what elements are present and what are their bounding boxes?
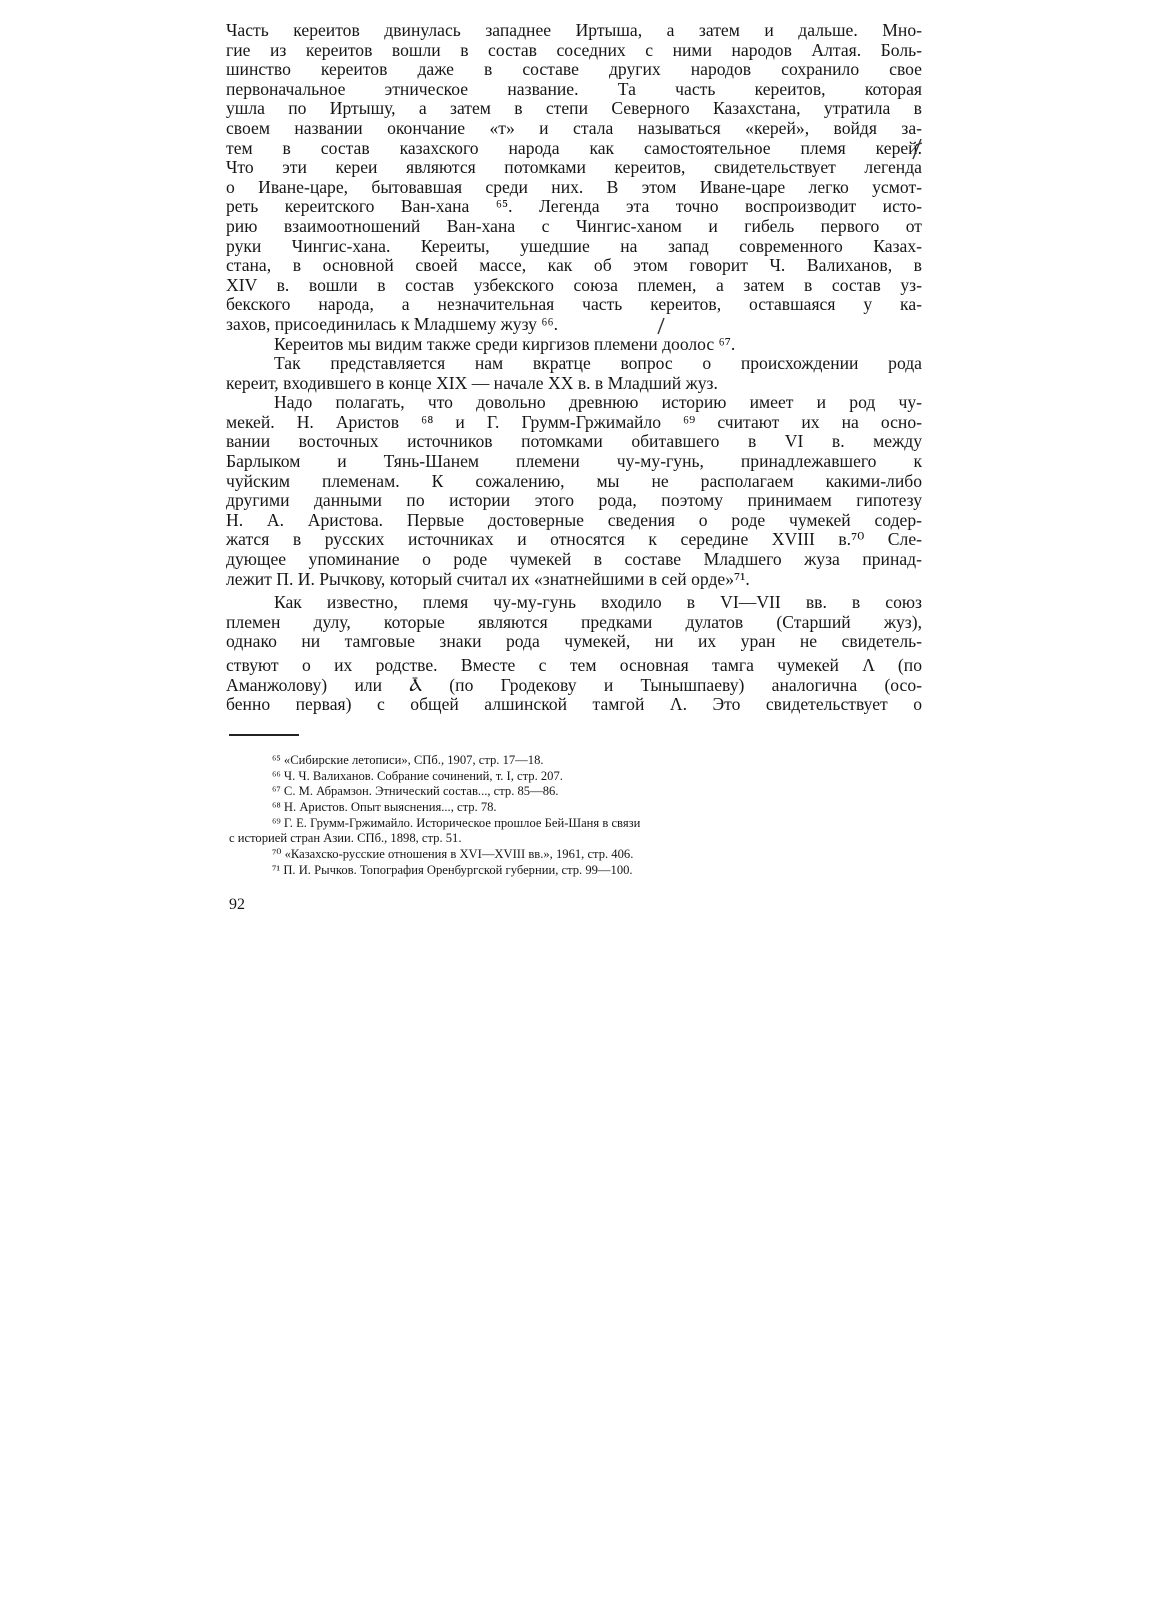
paragraph-first-line: Кереитов мы видим также среди киргизов племени доолос ⁶⁷. <box>274 333 736 354</box>
page-number: 92 <box>229 896 245 913</box>
footnote-continuation: с историей стран Азии. СПб., 1898, стр. 51. <box>229 831 462 846</box>
text-line: руки Чингис-хана. Кереиты, ушедшие на запад современного Казах- <box>226 235 922 256</box>
text-line: реть кереитского Ван-хана ⁶⁵. Легенда эта точно воспроизводит исто- <box>226 196 922 217</box>
footnote: ⁶⁷ С. М. Абрамзон. Этнический состав..., стр. 85—86. <box>272 784 559 799</box>
text-line: однако ни тамговые знаки рода чумекей, ни их уран не свидетель- <box>226 631 922 652</box>
text-line: тем в состав казахского народа как самостоятельное племя керей. <box>226 137 922 158</box>
footnote: ⁶⁵ «Сибирские летописи», СПб., 1907, стр. 17—18. <box>272 753 544 767</box>
text-line: ушла по Иртышу, а затем в степи Северного Казахстана, утратила в <box>226 98 922 119</box>
text-line: племен дулу, которые являются предками дулатов (Старший жуз), <box>226 611 922 632</box>
text-line: бекского народа, а незначительная часть кереитов, оставшаяся у ка- <box>226 294 922 315</box>
text-line: лежит П. И. Рычкову, который считал их «знатнейшими в сей орде»⁷¹. <box>226 568 750 589</box>
paragraph-first-line: Так представляется нам вкратце вопрос о происхождении рода <box>274 353 922 374</box>
footnote: ⁷¹ П. И. Рычков. Топография Оренбургской губернии, стр. 99—100. <box>272 862 633 877</box>
text-line: о Иване-царе, бытовавшая среди них. В этом Иване-царе легко усмот- <box>226 176 922 197</box>
footnote: ⁶⁸ Н. Аристов. Опыт выяснения..., стр. 78. <box>272 800 497 815</box>
footnote: ⁷⁰ «Казахско-русские отношения в XVI—XVIII вв.», 1961, стр. 406. <box>272 847 634 862</box>
paragraph-first-line: Надо полагать, что довольно древнюю историю имеет и род чу- <box>274 392 922 413</box>
paragraph-first-line: Как известно, племя чу-му-гунь входило в VI—VII вв. в союз <box>274 592 922 613</box>
footnotes <box>229 753 921 879</box>
text-line: дующее упоминание о роде чумекей в составе Младшего жуза принад- <box>226 549 922 570</box>
text-line: XIV в. вошли в состав узбекского союза племен, а затем в состав уз- <box>226 274 922 295</box>
text-line: другими данными по истории этого рода, поэтому принимаем гипотезу <box>226 490 922 511</box>
text-line: Часть кереитов двинулась западнее Иртыша, а затем и дальше. Мно- <box>226 20 922 40</box>
main-text <box>226 21 922 715</box>
text-line: кереит, входившего в конце XIX — начале XX в. в Младший жуз. <box>226 372 718 393</box>
text-line: своем названии окончание «т» и стала называться «керей», войдя за- <box>226 117 922 138</box>
text-line: гие из кереитов вошли в состав соседних с ними народов Алтая. Боль- <box>226 39 922 60</box>
text-line: рию взаимоотношений Ван-хана с Чингис-ханом и гибель первого от <box>226 215 922 236</box>
pencil-mark-icon <box>910 137 924 161</box>
text-line: шинство кереитов даже в составе других народов сохранило свое <box>226 59 922 80</box>
text-line: захов, присоединилась к Младшему жузу ⁶⁶. <box>226 313 559 334</box>
text-line: первоначальное этническое название. Та часть кереитов, которая <box>226 78 922 99</box>
text-line: Н. А. Аристова. Первые достоверные сведения о роде чумекей содер- <box>226 509 922 530</box>
text-line: жатся в русских источниках и относятся к середине XVIII в.⁷⁰ Сле- <box>226 529 922 550</box>
pencil-mark-icon <box>656 316 666 336</box>
text-line: Что эти кереи являются потомками кереитов, свидетельствует легенда <box>226 157 922 178</box>
text-line: мекей. Н. Аристов ⁶⁸ и Г. Грумм-Гржимайло ⁶⁹ считают их на осно- <box>226 411 922 432</box>
text-line: ствуют о их родстве. Вместе с тем основная тамга чумекей Λ (по <box>226 655 922 675</box>
text-line: чуйским племенам. К сожалению, мы не располагаем какими-либо <box>226 470 922 491</box>
footnote: ⁶⁶ Ч. Ч. Валиханов. Собрание сочинений, т. I, стр. 207. <box>272 768 563 783</box>
footnote-separator <box>229 734 299 736</box>
text-line: стана, в основной своей массе, как об этом говорит Ч. Валиханов, в <box>226 255 922 276</box>
text-line: вании восточных источников потомками обитавшего в VI в. между <box>226 431 922 452</box>
footnote: ⁶⁹ Г. Е. Грумм-Гржимайло. Историческое прошлое Бей-Шаня в связи <box>272 815 641 830</box>
text-line: Аманжолову) или Ⲁ̄ (по Гродекову и Тынышпаеву) аналогична (осо- <box>226 674 922 695</box>
text-line: Барлыком и Тянь-Шанем племени чу-му-гунь, принадлежавшего к <box>226 451 922 472</box>
text-line: бенно первая) с общей алшинской тамгой Λ. Это свидетельствует о <box>226 694 922 715</box>
